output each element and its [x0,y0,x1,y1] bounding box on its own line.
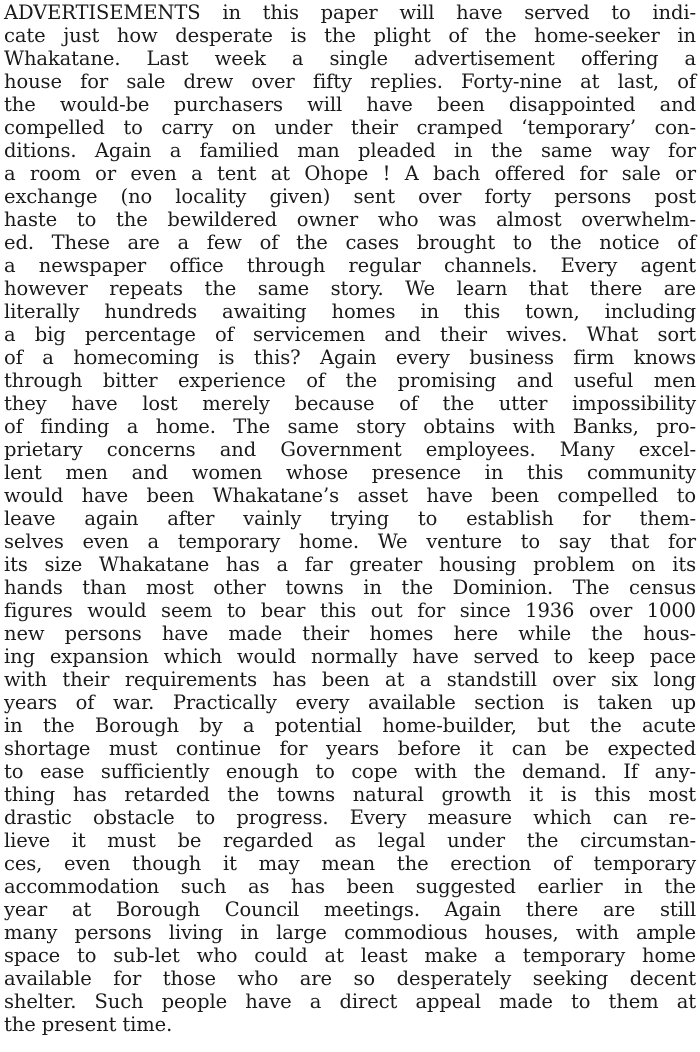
article-line: thing has retarded the towns natural growth it is this most [4,783,696,806]
article-line: ed. These are a few of the cases brought to the notice of [4,231,696,254]
article-line: ditions. Again a familied man pleaded in the same way for [4,139,696,162]
article-line: of finding a home. The same story obtains with Banks, pro- [4,415,696,438]
article-line: they have lost merely because of the utter impossibility [4,392,696,415]
article-line: with their requirements has been at a standstill over six long [4,668,696,691]
article-line: its size Whakatane has a far greater housing problem on its [4,553,696,576]
article-line: Whakatane. Last week a single advertisement offering a [4,47,696,70]
article-line: drastic obstacle to progress. Every measure which can re- [4,806,696,829]
article-line: available for those who are so desperately seeking decent [4,967,696,990]
article-line: a big percentage of servicemen and their wives. What sort [4,323,696,346]
article-line: shelter. Such people have a direct appeal made to them at [4,990,696,1013]
article-line: lent men and women whose presence in this community [4,461,696,484]
article-line: hands than most other towns in the Dominion. The census [4,576,696,599]
article-line: shortage must continue for years before it can be expected [4,737,696,760]
article-line-last: the present time. [4,1013,173,1036]
article-line: years of war. Practically every available section is taken up [4,691,696,714]
article-line: house for sale drew over fifty replies. Forty-nine at last, of [4,70,696,93]
article-line: of a homecoming is this? Again every business firm knows [4,346,696,369]
article-line: year at Borough Council meetings. Again there are still [4,898,696,921]
article-line: a room or even a tent at Ohope ! A bach offered for sale or [4,162,696,185]
article-line: haste to the bewildered owner who was almost overwhelm- [4,208,696,231]
article-line: selves even a temporary home. We venture to say that for [4,530,696,553]
article-line: literally hundreds awaiting homes in this town, including [4,300,696,323]
article-line: through bitter experience of the promising and useful men [4,369,696,392]
article-line: cate just how desperate is the plight of the home-seeker in [4,24,696,47]
article-line: prietary concerns and Government employees. Many excel- [4,438,696,461]
article-line: ing expansion which would normally have served to keep pace [4,645,696,668]
article-line: a newspaper office through regular channels. Every agent [4,254,696,277]
article-line: leave again after vainly trying to establish for them- [4,507,696,530]
article-line: accommodation such as has been suggested earlier in the [4,875,696,898]
article-line: exchange (no locality given) sent over forty persons post [4,185,696,208]
article-line: in the Borough by a potential home-builder, but the acute [4,714,696,737]
article-line: figures would seem to bear this out for since 1936 over 1000 [4,599,696,622]
article-line: to ease sufficiently enough to cope with the demand. If any- [4,760,696,783]
article-line: ces, even though it may mean the erection of temporary [4,852,696,875]
article-line: ADVERTISEMENTS in this paper will have served to indi- [4,1,696,24]
article-line: space to sub-let who could at least make a temporary home [4,944,696,967]
article-line: many persons living in large commodious houses, with ample [4,921,696,944]
article-line: new persons have made their homes here while the hous- [4,622,696,645]
article-line: the would-be purchasers will have been disappointed and [4,93,696,116]
article-column [4,1,696,1036]
article-line: would have been Whakatane’s asset have been compelled to [4,484,696,507]
article-line: however repeats the same story. We learn that there are [4,277,696,300]
article-line: lieve it must be regarded as legal under the circumstan- [4,829,696,852]
article-line: compelled to carry on under their cramped ‘temporary’ con- [4,116,696,139]
